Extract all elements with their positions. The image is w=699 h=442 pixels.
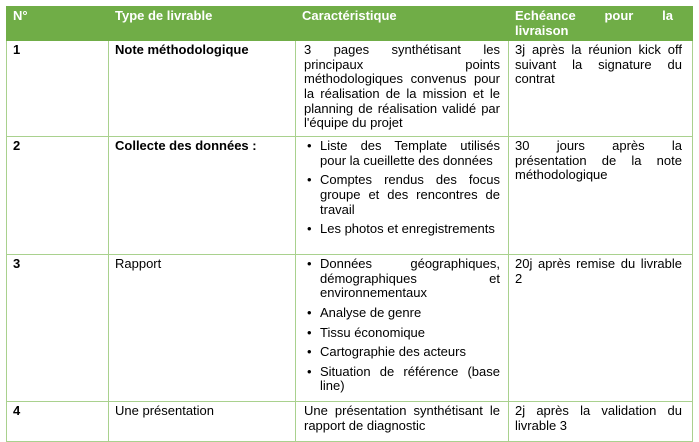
table-row	[7, 402, 693, 442]
cell-echeance: 2j après la validation du livrable 3	[509, 402, 693, 442]
bullet-item: • Situation de référence (base line)	[320, 365, 500, 394]
cell-num: 1	[7, 41, 109, 137]
column-header-type: Type de livrable	[109, 7, 296, 41]
bullet-item: • Les photos et enregistrements	[320, 222, 500, 237]
cell-echeance: 20j après remise du livrable 2	[509, 255, 693, 402]
cell-characteristic	[296, 255, 509, 402]
cell-echeance: 3j après la réunion kick off suivant la signature du contrat	[509, 41, 693, 137]
header-row	[7, 7, 693, 41]
bullet-item: • Données géographiques, démographiques et environnementaux	[320, 257, 500, 301]
deliverables-table	[6, 6, 693, 442]
cell-num: 2	[7, 137, 109, 255]
cell-characteristic: Une présentation synthétisant le rapport de diagnostic	[296, 402, 509, 442]
table-row	[7, 137, 693, 255]
bullet-item: • Liste des Template utilisés pour la cueillette des données	[320, 139, 500, 168]
bullet-item: • Analyse de genre	[320, 306, 500, 321]
bullet-item: • Cartographie des acteurs	[320, 345, 500, 360]
cell-type: Rapport	[109, 255, 296, 402]
bullet-item: • Comptes rendus des focus groupe et des rencontres de travail	[320, 173, 500, 217]
table-body	[7, 41, 693, 442]
cell-num: 4	[7, 402, 109, 442]
cell-type: Collecte des données :	[109, 137, 296, 255]
table-row	[7, 41, 693, 137]
table-header	[7, 7, 693, 41]
cell-type: Une présentation	[109, 402, 296, 442]
column-header-num: N°	[7, 7, 109, 41]
cell-type: Note méthodologique	[109, 41, 296, 137]
cell-characteristic	[296, 137, 509, 255]
cell-characteristic: 3 pages synthétisant les principaux points méthodologiques convenus pour la réalisation de la mission et le planning de réalisation validé par l'équipe du projet	[296, 41, 509, 137]
cell-echeance: 30 jours après la présentation de la note méthodologique	[509, 137, 693, 255]
bullet-item: • Tissu économique	[320, 326, 500, 341]
bullet-list	[304, 257, 500, 394]
column-header-characteristic: Caractéristique	[296, 7, 509, 41]
cell-num: 3	[7, 255, 109, 402]
table-row	[7, 255, 693, 402]
column-header-echeance-label: Echéance pour la livraison	[515, 8, 673, 38]
bullet-list	[304, 139, 500, 237]
column-header-echeance	[509, 7, 693, 41]
